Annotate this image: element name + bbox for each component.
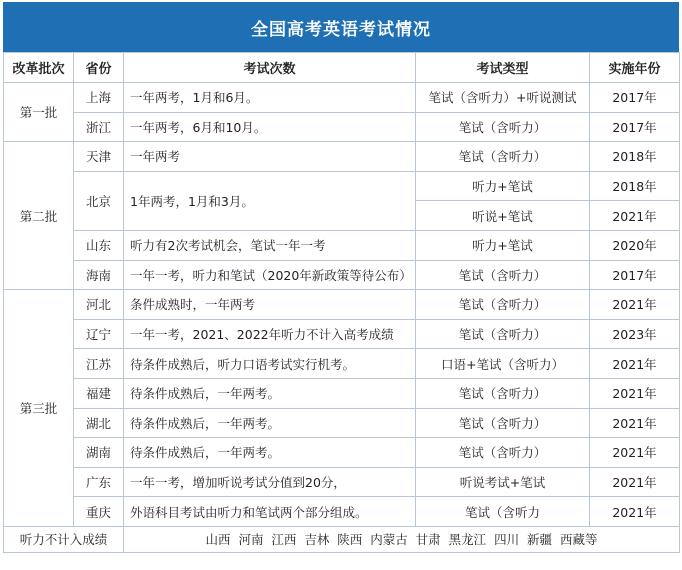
- table-row: [4, 467, 680, 497]
- header-row: [4, 53, 680, 83]
- count-cell: 一年一考，2021、2022年听力不计入高考成绩: [124, 319, 416, 349]
- year-cell: 2020年: [590, 230, 680, 260]
- type-cell: 笔试（含听力）: [416, 290, 590, 320]
- province-cell: 河北: [74, 290, 124, 320]
- province-cell: 湖南: [74, 438, 124, 468]
- year-cell: 2021年: [590, 467, 680, 497]
- table-row: [4, 319, 680, 349]
- count-cell: 待条件成熟后，一年两考。: [124, 378, 416, 408]
- table-row: [4, 378, 680, 408]
- footer-label: 听力不计入成绩: [4, 526, 124, 552]
- type-cell: 笔试（含听力）: [416, 260, 590, 290]
- table-row: [4, 497, 680, 527]
- year-cell: 2021年: [590, 349, 680, 379]
- table-row: [4, 83, 680, 113]
- count-cell: 一年一考，增加听说考试分值到20分，: [124, 467, 416, 497]
- header-type: 考试类型: [416, 53, 590, 83]
- count-cell: 一年两考: [124, 142, 416, 172]
- year-cell: 2021年: [590, 290, 680, 320]
- header-batch: 改革批次: [4, 53, 74, 83]
- type-cell: 笔试（含听力）: [416, 378, 590, 408]
- count-cell: 一年一考，听力和笔试（2020年新政策等待公布）: [124, 260, 416, 290]
- header-province: 省份: [74, 53, 124, 83]
- year-cell: 2021年: [590, 438, 680, 468]
- province-cell: 江苏: [74, 349, 124, 379]
- year-cell: 2018年: [590, 171, 680, 201]
- table-row: [4, 408, 680, 438]
- province-cell: 重庆: [74, 497, 124, 527]
- province-cell: 辽宁: [74, 319, 124, 349]
- header-year: 实施年份: [590, 53, 680, 83]
- type-cell: 笔试（含听力）+听说测试: [416, 83, 590, 113]
- exam-table: [3, 52, 680, 553]
- table-row: [4, 142, 680, 172]
- type-cell: 口语+笔试（含听力）: [416, 349, 590, 379]
- table-row: [4, 290, 680, 320]
- type-cell: 听说考试+笔试: [416, 467, 590, 497]
- count-cell: 一年两考，1月和6月。: [124, 83, 416, 113]
- province-cell: 浙江: [74, 112, 124, 142]
- type-cell: 笔试（含听力）: [416, 319, 590, 349]
- table-row: [4, 112, 680, 142]
- count-cell: 听力有2次考试机会，笔试一年一考: [124, 230, 416, 260]
- count-cell: 待条件成熟后，一年两考。: [124, 438, 416, 468]
- table-row: [4, 171, 680, 201]
- type-cell: 笔试（含听力）: [416, 142, 590, 172]
- count-cell: 条件成熟时，一年两考: [124, 290, 416, 320]
- type-cell: 笔试（含听力）: [416, 112, 590, 142]
- count-cell: 外语科目考试由听力和笔试两个部分组成。: [124, 497, 416, 527]
- table-row: [4, 438, 680, 468]
- type-cell: 笔试（含听力）: [416, 438, 590, 468]
- year-cell: 2017年: [590, 260, 680, 290]
- count-cell: 待条件成熟后，一年两考。: [124, 408, 416, 438]
- year-cell: 2018年: [590, 142, 680, 172]
- year-cell: 2021年: [590, 378, 680, 408]
- footer-provinces: 山西 河南 江西 吉林 陕西 内蒙古 甘肃 黑龙江 四川 新疆 西藏等: [124, 526, 680, 552]
- header-count: 考试次数: [124, 53, 416, 83]
- exam-table-container: [3, 2, 679, 553]
- count-cell: 待条件成熟后，听力口语考试实行机考。: [124, 349, 416, 379]
- type-cell: 笔试（含听力）: [416, 408, 590, 438]
- batch-label: 第三批: [4, 290, 74, 527]
- type-cell: 笔试（含听力: [416, 497, 590, 527]
- batch-label: 第一批: [4, 83, 74, 142]
- type-cell: 听力+笔试: [416, 171, 590, 201]
- province-cell: 上海: [74, 83, 124, 113]
- table-row: [4, 230, 680, 260]
- type-cell: 听力+笔试: [416, 230, 590, 260]
- province-cell: 海南: [74, 260, 124, 290]
- province-cell: 广东: [74, 467, 124, 497]
- batch-label: 第二批: [4, 142, 74, 290]
- province-cell: 天津: [74, 142, 124, 172]
- year-cell: 2017年: [590, 112, 680, 142]
- province-cell: 山东: [74, 230, 124, 260]
- footer-row: [4, 526, 680, 552]
- year-cell: 2023年: [590, 319, 680, 349]
- year-cell: 2021年: [590, 408, 680, 438]
- table-row: [4, 260, 680, 290]
- table-row: [4, 349, 680, 379]
- province-cell: 湖北: [74, 408, 124, 438]
- province-cell: 北京: [74, 171, 124, 230]
- table-title: 全国高考英语考试情况: [3, 2, 679, 52]
- type-cell: 听说+笔试: [416, 201, 590, 231]
- count-cell: 一年两考，6月和10月。: [124, 112, 416, 142]
- year-cell: 2021年: [590, 201, 680, 231]
- year-cell: 2017年: [590, 83, 680, 113]
- province-cell: 福建: [74, 378, 124, 408]
- year-cell: 2021年: [590, 497, 680, 527]
- count-cell: 1年两考，1月和3月。: [124, 171, 416, 230]
